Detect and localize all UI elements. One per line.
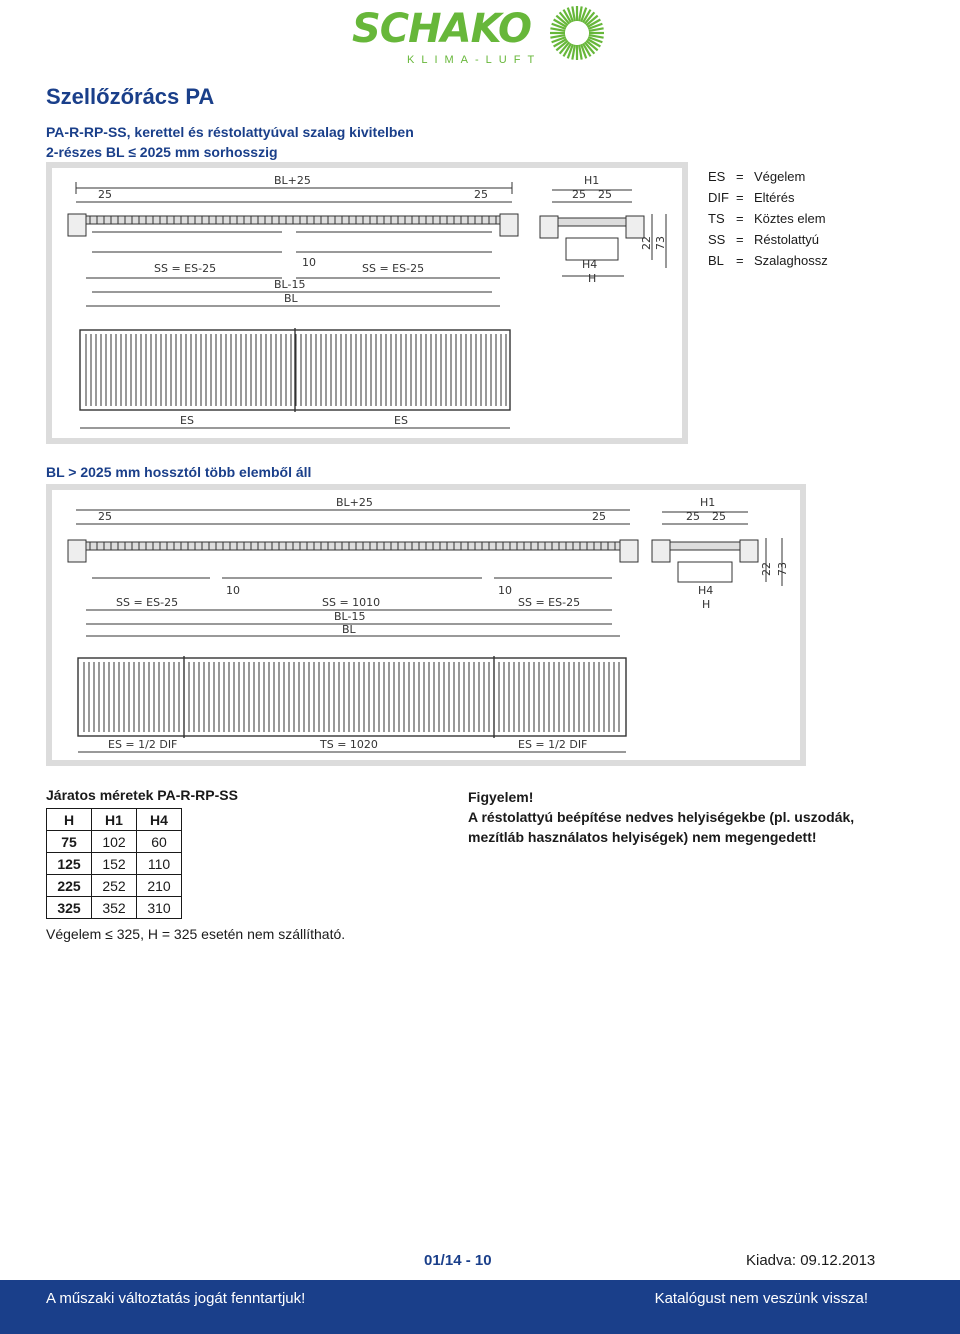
dim-top-bl25: BL+25 [336,496,373,509]
bl-label: BL [342,623,356,636]
table-row [47,897,182,919]
footer-left-text: A műszaki változtatás jogát fenntartjuk! [46,1290,306,1307]
bl-label: BL [284,292,298,305]
legend-row [708,187,828,208]
subtitle-line-1: PA-R-RP-SS, kerettel és réstolattyúval szalag kivitelben [46,124,414,140]
legend-text: Szalaghossz [754,253,828,268]
legend-text: Köztes elem [754,211,826,226]
page-subtitle [46,122,414,162]
footer-bar [0,1280,960,1334]
dim-right-25: 25 [592,510,606,523]
table-row [47,853,182,875]
delivery-note: Végelem ≤ 325, H = 325 esetén nem szállítható. [46,926,346,942]
ss-right-label: SS = ES-25 [518,596,581,609]
section-heading: BL > 2025 mm hossztól több elemből áll [46,464,312,480]
table-header: H1 [92,809,137,831]
technical-drawing-multi-part [46,484,806,766]
logo-wordmark: SCHAKO [352,6,532,52]
legend-abbr: TS [708,211,725,226]
ts-label: TS = 1020 [320,738,378,751]
table-cell: 210 [137,875,182,897]
es-left-label: ES = 1/2 DIF [108,738,178,751]
table-header: H4 [137,809,182,831]
legend-eq: = [736,211,744,226]
legend [708,166,828,271]
legend-text: Réstolattyú [754,232,820,247]
h-label: H [588,272,597,285]
h1-label: H1 [700,496,716,509]
h1-right-25: 25 [712,510,726,523]
sun-icon [548,4,606,62]
table-header: H [47,809,92,831]
drawing-2-part-svg [52,168,682,438]
table-cell: 110 [137,853,182,875]
bl15-label: BL-15 [334,610,366,623]
table-cell: 152 [92,853,137,875]
legend-eq: = [736,190,744,205]
dim-left-25: 25 [98,510,112,523]
warning-line: A réstolattyú beépítése nedves helyiségekbe (pl. uszodák, [468,809,855,825]
v22-label: 22 [760,562,773,576]
dim-left-25: 25 [98,188,112,201]
table-cell: 75 [47,831,92,853]
legend-row [708,208,828,229]
warning-block [468,787,854,847]
table-row [47,875,182,897]
legend-text: Végelem [754,169,806,184]
table-cell: 310 [137,897,182,919]
h1-label: H1 [584,174,600,187]
table-cell: 125 [47,853,92,875]
legend-eq: = [736,253,744,268]
h1-left-25: 25 [572,188,586,201]
footer-right-text: Katalógust nem veszünk vissza! [654,1290,868,1307]
warning-line: mezítláb használatos helyiségek) nem megengedett! [468,829,817,845]
h1-left-25: 25 [686,510,700,523]
v73-label: 73 [776,562,789,576]
legend-text: Eltérés [754,190,795,205]
table-cell: 352 [92,897,137,919]
v22-label: 22 [640,236,653,250]
ss-left-label: SS = ES-25 [154,262,217,275]
v73-label: 73 [654,236,667,250]
logo-subtitle: KLIMA-LUFT [407,54,542,66]
ss-right-label: SS = ES-25 [362,262,425,275]
warning-title: Figyelem! [468,789,534,805]
es-right-label: ES [394,414,408,427]
table-title: Járatos méretek PA-R-RP-SS [46,787,238,803]
dim-right-25: 25 [474,188,488,201]
h1-right-25: 25 [598,188,612,201]
legend-row [708,250,828,271]
ss-mid-label: SS = 1010 [322,596,381,609]
gap2-label: 10 [498,584,512,597]
legend-abbr: ES [708,169,726,184]
table-cell: 102 [92,831,137,853]
ss-left-label: SS = ES-25 [116,596,179,609]
legend-abbr: DIF [708,190,729,205]
subtitle-line-2: 2-részes BL ≤ 2025 mm sorhosszig [46,144,278,160]
company-logo [352,4,608,70]
legend-abbr: SS [708,232,726,247]
bl15-label: BL-15 [274,278,306,291]
dim-top-bl25: BL+25 [274,174,311,187]
gap-label: 10 [302,256,316,269]
h4-label: H4 [582,258,598,271]
issue-date: Kiadva: 09.12.2013 [746,1252,876,1269]
table-cell: 60 [137,831,182,853]
page-number: 01/14 - 10 [424,1252,492,1269]
table-header-row [47,809,182,831]
es-right-label: ES = 1/2 DIF [518,738,588,751]
h4-label: H4 [698,584,714,597]
page-title: Szellőzőrács PA [46,84,215,109]
legend-eq: = [736,169,744,184]
legend-abbr: BL [708,253,724,268]
h-label: H [702,598,711,611]
gap1-label: 10 [226,584,240,597]
table-cell: 225 [47,875,92,897]
table-cell: 325 [47,897,92,919]
table-cell: 252 [92,875,137,897]
legend-eq: = [736,232,744,247]
legend-row [708,166,828,187]
drawing-multi-part-svg [52,490,800,760]
es-left-label: ES [180,414,194,427]
technical-drawing-2-part [46,162,688,444]
table-row [47,831,182,853]
legend-row [708,229,828,250]
dimensions-table [46,808,182,919]
